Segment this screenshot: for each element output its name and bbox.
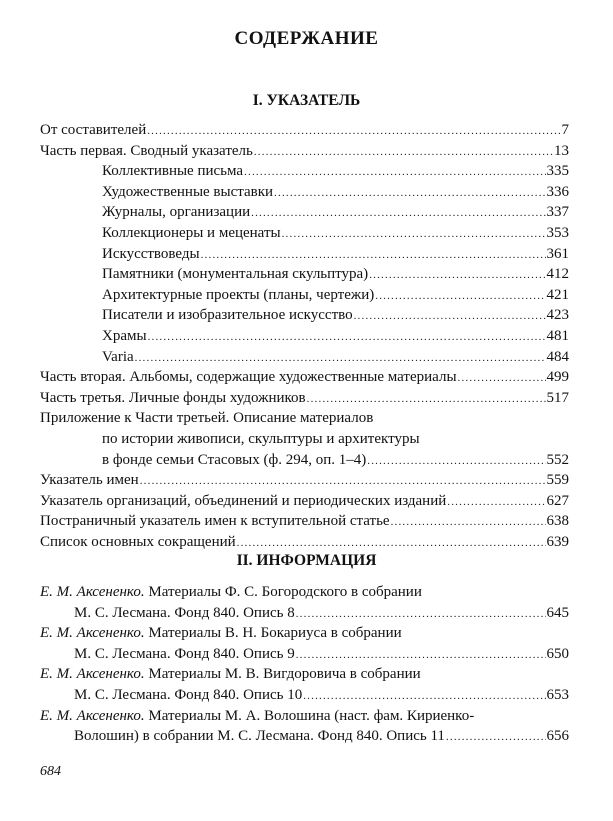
entry-label: Varia [102, 348, 134, 365]
page-title: СОДЕРЖАНИЕ [234, 28, 379, 49]
toc-entry[interactable] [40, 141, 569, 162]
toc-index [40, 120, 569, 552]
leader-dots [391, 512, 546, 533]
toc-entry-line: Приложение к Части третьей. Описание материалов [40, 410, 374, 427]
entry-label: Коллективные письма [102, 163, 244, 180]
entry-page: 639 [546, 533, 569, 550]
leader-dots [140, 471, 546, 492]
page-number: 684 [40, 764, 61, 779]
toc-entry[interactable] [40, 491, 569, 512]
entry-label: От составителей [40, 122, 147, 138]
entry-author: Е. М. Аксененко. [40, 666, 145, 683]
toc-entry[interactable] [40, 532, 569, 553]
entry-page: 650 [546, 645, 569, 662]
toc-entry[interactable] [40, 244, 569, 265]
entry-page: 645 [546, 604, 569, 621]
toc-entry[interactable] [40, 603, 569, 624]
toc-entry[interactable] [40, 644, 569, 665]
entry-page: 517 [546, 389, 569, 406]
entry-label: в фонде семьи Стасовых (ф. 294, оп. 1–4) [102, 451, 367, 468]
entry-label: Искусствоведы [102, 245, 200, 262]
toc-entry[interactable] [40, 470, 569, 491]
toc-entry[interactable] [40, 264, 569, 285]
info-entry-line [40, 664, 569, 685]
entry-page: 481 [546, 327, 569, 344]
info-entry-line [40, 706, 569, 727]
entry-title: Материалы Ф. С. Богородского в собрании [144, 584, 422, 600]
entry-page: 336 [546, 183, 569, 200]
leader-dots [375, 286, 545, 307]
toc-entry[interactable] [40, 511, 569, 532]
entry-label: Архитектурные проекты (планы, чертежи) [102, 286, 375, 303]
toc-information [40, 582, 569, 747]
leader-dots [354, 306, 546, 327]
entry-label: Коллекционеры и меценаты [102, 224, 281, 241]
toc-entry[interactable] [40, 223, 569, 244]
toc-entry[interactable] [40, 161, 569, 182]
toc-entry[interactable] [40, 202, 569, 223]
entry-label: Часть третья. Личные фонды художников [40, 389, 306, 406]
toc-entry-line: по истории живописи, скульптуры и архитектуры [102, 430, 420, 447]
leader-dots [282, 224, 546, 245]
entry-label: Памятники (монументальная скульптура) [102, 266, 369, 283]
entry-label: Волошин) в собрании М. С. Лесмана. Фонд 840. Опись 11 [74, 728, 445, 745]
entry-page: 559 [546, 472, 569, 489]
section-heading-information: II. ИНФОРМАЦИЯ [236, 552, 377, 569]
leader-dots [296, 604, 546, 625]
leader-dots [367, 451, 545, 472]
toc-entry[interactable] [40, 685, 569, 706]
info-entry-line [40, 623, 569, 644]
entry-page: 656 [546, 728, 569, 745]
entry-title: Материалы В. Н. Бокариуса в собрании [144, 625, 402, 642]
leader-dots [446, 727, 546, 748]
entry-author: Е. М. Аксененко. [40, 707, 145, 724]
entry-label: М. С. Лесмана. Фонд 840. Опись 8 [74, 604, 295, 621]
section-heading-index: I. УКАЗАТЕЛЬ [252, 92, 361, 109]
entry-page: 423 [546, 307, 569, 324]
entry-page: 421 [546, 286, 569, 303]
leader-dots [237, 533, 546, 554]
entry-label: М. С. Лесмана. Фонд 840. Опись 10 [74, 686, 303, 703]
entry-title: Материалы М. В. Вигдоровича в собрании [144, 666, 421, 683]
leader-dots [251, 203, 545, 224]
entry-author: Е. М. Аксененко. [40, 625, 145, 642]
leader-dots [307, 389, 546, 410]
leader-dots [369, 265, 545, 286]
toc-entry[interactable] [40, 450, 569, 471]
entry-label: Постраничный указатель имен к вступительной статье [40, 513, 390, 530]
toc-entry[interactable] [40, 326, 569, 347]
entry-page: 13 [554, 142, 569, 159]
leader-dots [254, 142, 553, 163]
entry-title: Материалы М. А. Волошина (наст. фам. Кириенко- [144, 707, 475, 724]
entry-page: 627 [546, 492, 569, 509]
toc-entry[interactable] [40, 367, 569, 388]
entry-page: 412 [546, 266, 569, 283]
entry-page: 552 [546, 451, 569, 468]
entry-label: Журналы, организации [102, 204, 251, 221]
toc-entry[interactable] [40, 285, 569, 306]
entry-page: 337 [546, 204, 569, 221]
entry-page: 7 [561, 122, 569, 138]
leader-dots [244, 162, 545, 183]
toc-entry[interactable] [40, 120, 569, 141]
leader-dots [303, 686, 545, 707]
leader-dots [296, 645, 546, 666]
entry-page: 653 [546, 686, 569, 703]
toc-entry[interactable] [40, 347, 569, 368]
toc-entry[interactable] [40, 182, 569, 203]
entry-author: Е. М. Аксененко. [40, 584, 145, 600]
leader-dots [147, 121, 560, 142]
leader-dots [447, 492, 545, 513]
info-entry-line [40, 582, 569, 603]
entry-label: Часть вторая. Альбомы, содержащие художественные материалы [40, 369, 457, 386]
entry-label: Часть первая. Сводный указатель [40, 142, 253, 159]
toc-entry[interactable] [40, 305, 569, 326]
entry-label: Список основных сокращений [40, 533, 236, 550]
leader-dots [135, 348, 546, 369]
leader-dots [201, 245, 546, 266]
entry-label: М. С. Лесмана. Фонд 840. Опись 9 [74, 645, 295, 662]
entry-label: Указатель организаций, объединений и периодических изданий [40, 492, 447, 509]
leader-dots [148, 327, 546, 348]
entry-page: 638 [546, 513, 569, 530]
toc-entry[interactable] [40, 388, 569, 409]
entry-label: Указатель имен [40, 472, 139, 489]
entry-label: Художественные выставки [102, 183, 274, 200]
entry-page: 335 [546, 163, 569, 180]
entry-page: 361 [546, 245, 569, 262]
leader-dots [458, 368, 546, 389]
leader-dots [274, 183, 545, 204]
entry-page: 484 [546, 348, 569, 365]
entry-page: 499 [546, 369, 569, 386]
toc-entry[interactable] [40, 726, 569, 747]
entry-label: Писатели и изобразительное искусство [102, 307, 353, 324]
entry-label: Храмы [102, 327, 147, 344]
entry-page: 353 [546, 224, 569, 241]
